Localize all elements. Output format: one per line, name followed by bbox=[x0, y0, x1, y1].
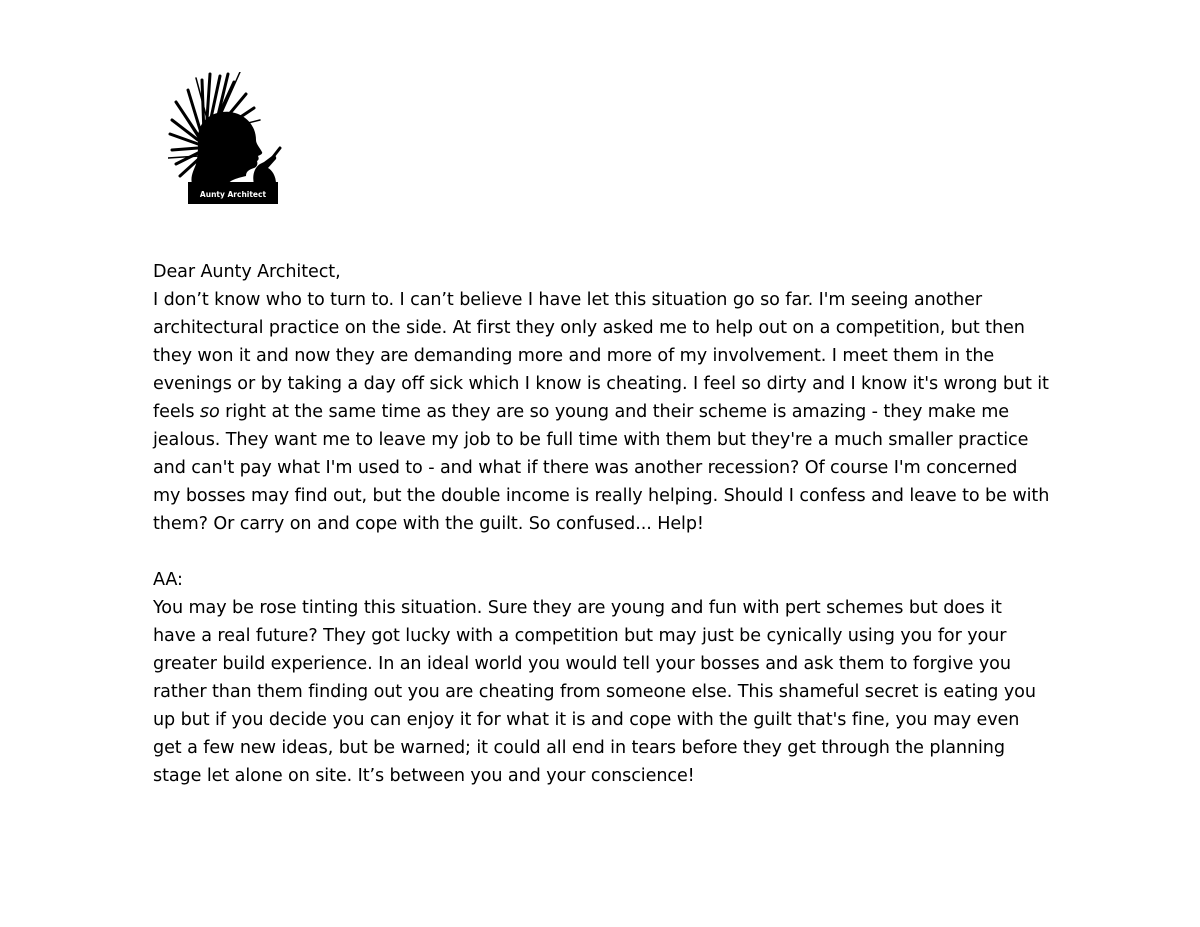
question-text: feels bbox=[153, 402, 200, 422]
answer-line: greater build experience. In an ideal world you would tell your bosses and ask them to forgive you bbox=[153, 654, 1011, 674]
woman-silhouette-holding-pencil-icon bbox=[168, 72, 284, 204]
question-line: architectural practice on the side. At first they only asked me to help out on a competition, but then bbox=[153, 318, 1025, 338]
letter-body bbox=[153, 258, 1050, 790]
svg-text:Aunty Architect: Aunty Architect bbox=[199, 190, 267, 199]
question-line: and can't pay what I'm used to - and what if there was another recession? Of course I'm concerned bbox=[153, 458, 1018, 478]
question-line bbox=[153, 398, 1043, 426]
answer-line: get a few new ideas, but be warned; it could all end in tears before they get through the planning bbox=[153, 738, 1005, 758]
answer-line: have a real future? They got lucky with a competition but may just be cynically using you for your bbox=[153, 626, 1007, 646]
emphasis-word: so bbox=[199, 402, 220, 422]
aunty-architect-logo bbox=[168, 72, 284, 204]
answer-line: stage let alone on site. It’s between you and your conscience! bbox=[153, 766, 695, 786]
answer-line: You may be rose tinting this situation. Sure they are young and fun with pert schemes but does it bbox=[153, 598, 1002, 618]
question-text: right at the same time as they are so young and their scheme is amazing - they make me bbox=[219, 402, 1009, 422]
question-line: evenings or by taking a day off sick which I know is cheating. I feel so dirty and I know it's wrong but it bbox=[153, 374, 1049, 394]
question-line: them? Or carry on and cope with the guilt. So confused... Help! bbox=[153, 514, 704, 534]
question-line: jealous. They want me to leave my job to be full time with them but they're a much smaller practice bbox=[153, 430, 1029, 450]
question-line: my bosses may find out, but the double income is really helping. Should I confess and leave to be with bbox=[153, 486, 1050, 506]
answer-line: rather than them finding out you are cheating from someone else. This shameful secret is eating you bbox=[153, 682, 1036, 702]
paragraph-spacer bbox=[153, 538, 1043, 566]
answer-line: up but if you decide you can enjoy it for what it is and cope with the guilt that's fine, you may even bbox=[153, 710, 1020, 730]
salutation: Dear Aunty Architect, bbox=[153, 262, 341, 282]
question-line: I don’t know who to turn to. I can’t believe I have let this situation go so far. I'm seeing another bbox=[153, 290, 982, 310]
answer-heading: AA: bbox=[153, 570, 183, 590]
question-line: they won it and now they are demanding more and more of my involvement. I meet them in the bbox=[153, 346, 995, 366]
